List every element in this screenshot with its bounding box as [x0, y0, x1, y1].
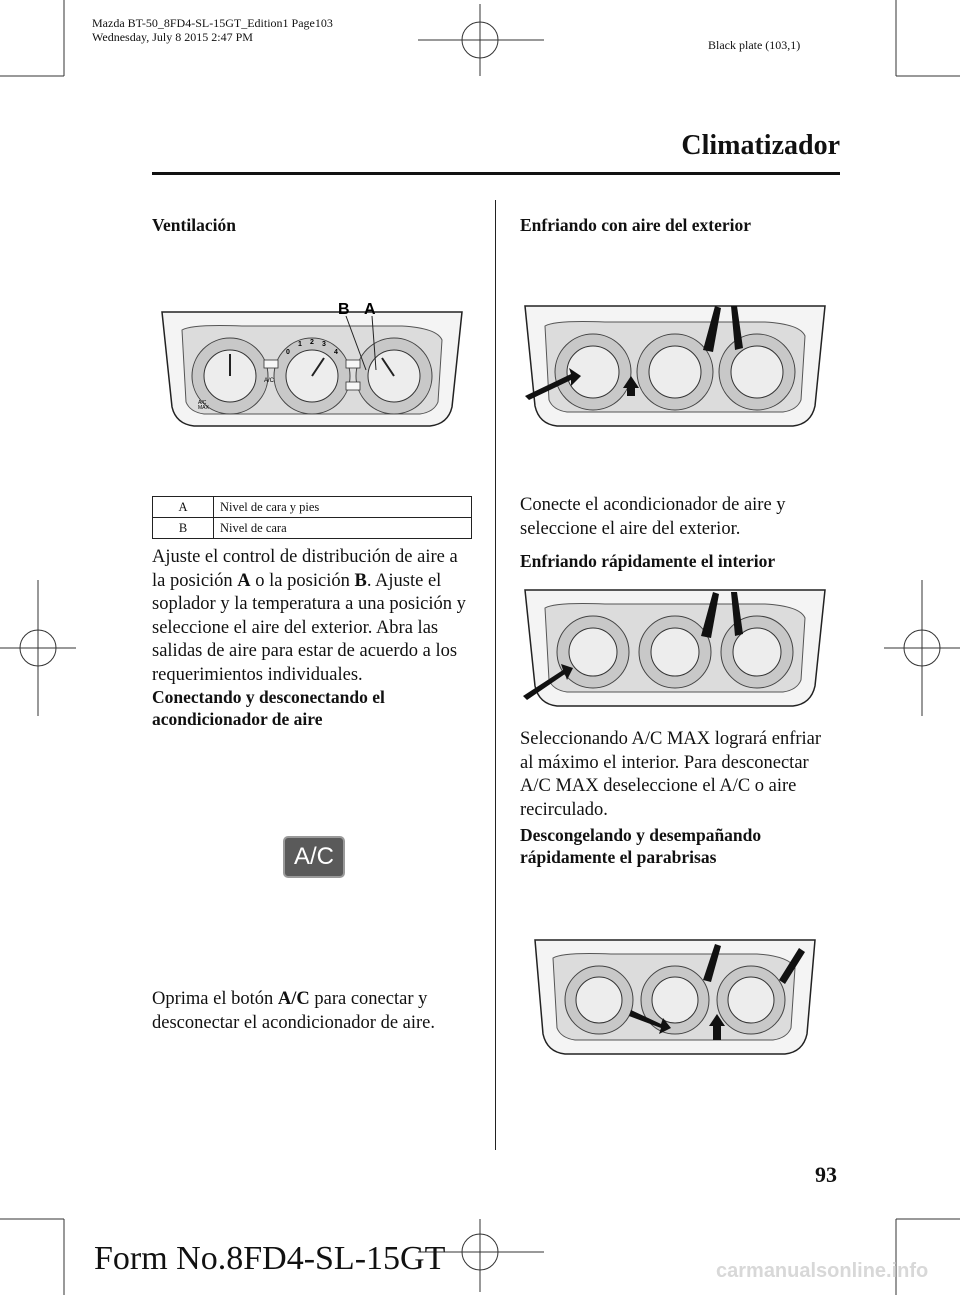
fan-4: 4 [334, 349, 338, 356]
para-line: seleccione el aire del exterior. [520, 518, 741, 539]
para-line: Conecte el acondicionador de aire y [520, 495, 786, 515]
label-b: B [338, 301, 350, 318]
form-number: Form No.8FD4-SL-15GT [94, 1240, 446, 1277]
ac-button-graphic [283, 836, 345, 878]
paragraph-ac [152, 988, 482, 1035]
legend-key: A [153, 497, 214, 518]
page-number: 93 [815, 1162, 837, 1187]
acmax-label-2: MAX [198, 405, 209, 411]
section-title: Climatizador [681, 130, 840, 161]
paragraph-ventilation [152, 546, 482, 687]
climate-panel-illustration-cool-outside [515, 296, 835, 446]
print-job-line2: Wednesday, July 8 2015 2:47 PM [92, 30, 253, 44]
heading-ac-line2: acondicionador de aire [152, 709, 323, 729]
acmax-label-1: A/C [198, 400, 207, 406]
fan-1: 1 [298, 341, 302, 348]
legend-key: B [153, 518, 214, 539]
climate-panel-illustration-cool-fast [515, 586, 835, 716]
para-line: Oprima el botón A/C para conectar y [152, 989, 428, 1009]
fan-0: 0 [286, 349, 290, 356]
heading-cool-outside: Enfriando con aire del exterior [520, 215, 752, 235]
fan-3: 3 [322, 341, 326, 348]
para-line: recirculado. [520, 799, 608, 820]
para-line: desconectar el acondicionador de aire. [152, 1012, 436, 1033]
ac-label: A/C [264, 378, 275, 384]
paragraph-cool-fast [520, 728, 821, 822]
para-line: Ajuste el control de distribución de aire a [152, 547, 458, 567]
para-line: A/C MAX deseleccione el A/C o aire [520, 776, 797, 796]
heading-defrost-line2: rápidamente el parabrisas [520, 847, 717, 867]
climate-panel-illustration-defrost [525, 930, 825, 1060]
legend-value: Nivel de cara [214, 518, 472, 539]
climate-panel-illustration-ventilation [152, 292, 472, 442]
ac-button-label: A/C [293, 843, 334, 870]
black-plate-label: Black plate (103,1) [708, 38, 801, 52]
legend-row [153, 497, 472, 518]
legend-table [152, 496, 472, 539]
para-line: soplador y la temperatura a una posición y [152, 594, 466, 614]
para-line: Seleccionando A/C MAX logrará enfriar [520, 729, 822, 749]
legend-value: Nivel de cara y pies [214, 497, 472, 518]
label-a: A [364, 301, 376, 318]
para-line: seleccione el aire del exterior. Abra las [152, 617, 439, 638]
heading-cool-fast: Enfriando rápidamente el interior [520, 551, 776, 571]
column-divider [495, 200, 496, 1150]
heading-defrost-line1: Descongelando y desempañando [520, 825, 762, 845]
para-line: salidas de aire para estar de acuerdo a los [152, 641, 458, 661]
heading-ac-line1: Conectando y desconectando el [152, 687, 385, 707]
fan-2: 2 [310, 339, 314, 346]
para-line: la posición A o la posición B. Ajuste el [152, 570, 442, 591]
legend-row [153, 518, 472, 539]
title-rule [152, 172, 840, 175]
para-line: requerimientos individuales. [152, 664, 363, 685]
print-job-line1: Mazda BT-50_8FD4-SL-15GT_Edition1 Page103 [92, 16, 333, 30]
watermark: carmanualsonline.info [716, 1260, 929, 1282]
heading-ventilation: Ventilación [152, 215, 236, 235]
para-line: al máximo el interior. Para desconectar [520, 752, 809, 773]
paragraph-cool-outside [520, 494, 786, 541]
